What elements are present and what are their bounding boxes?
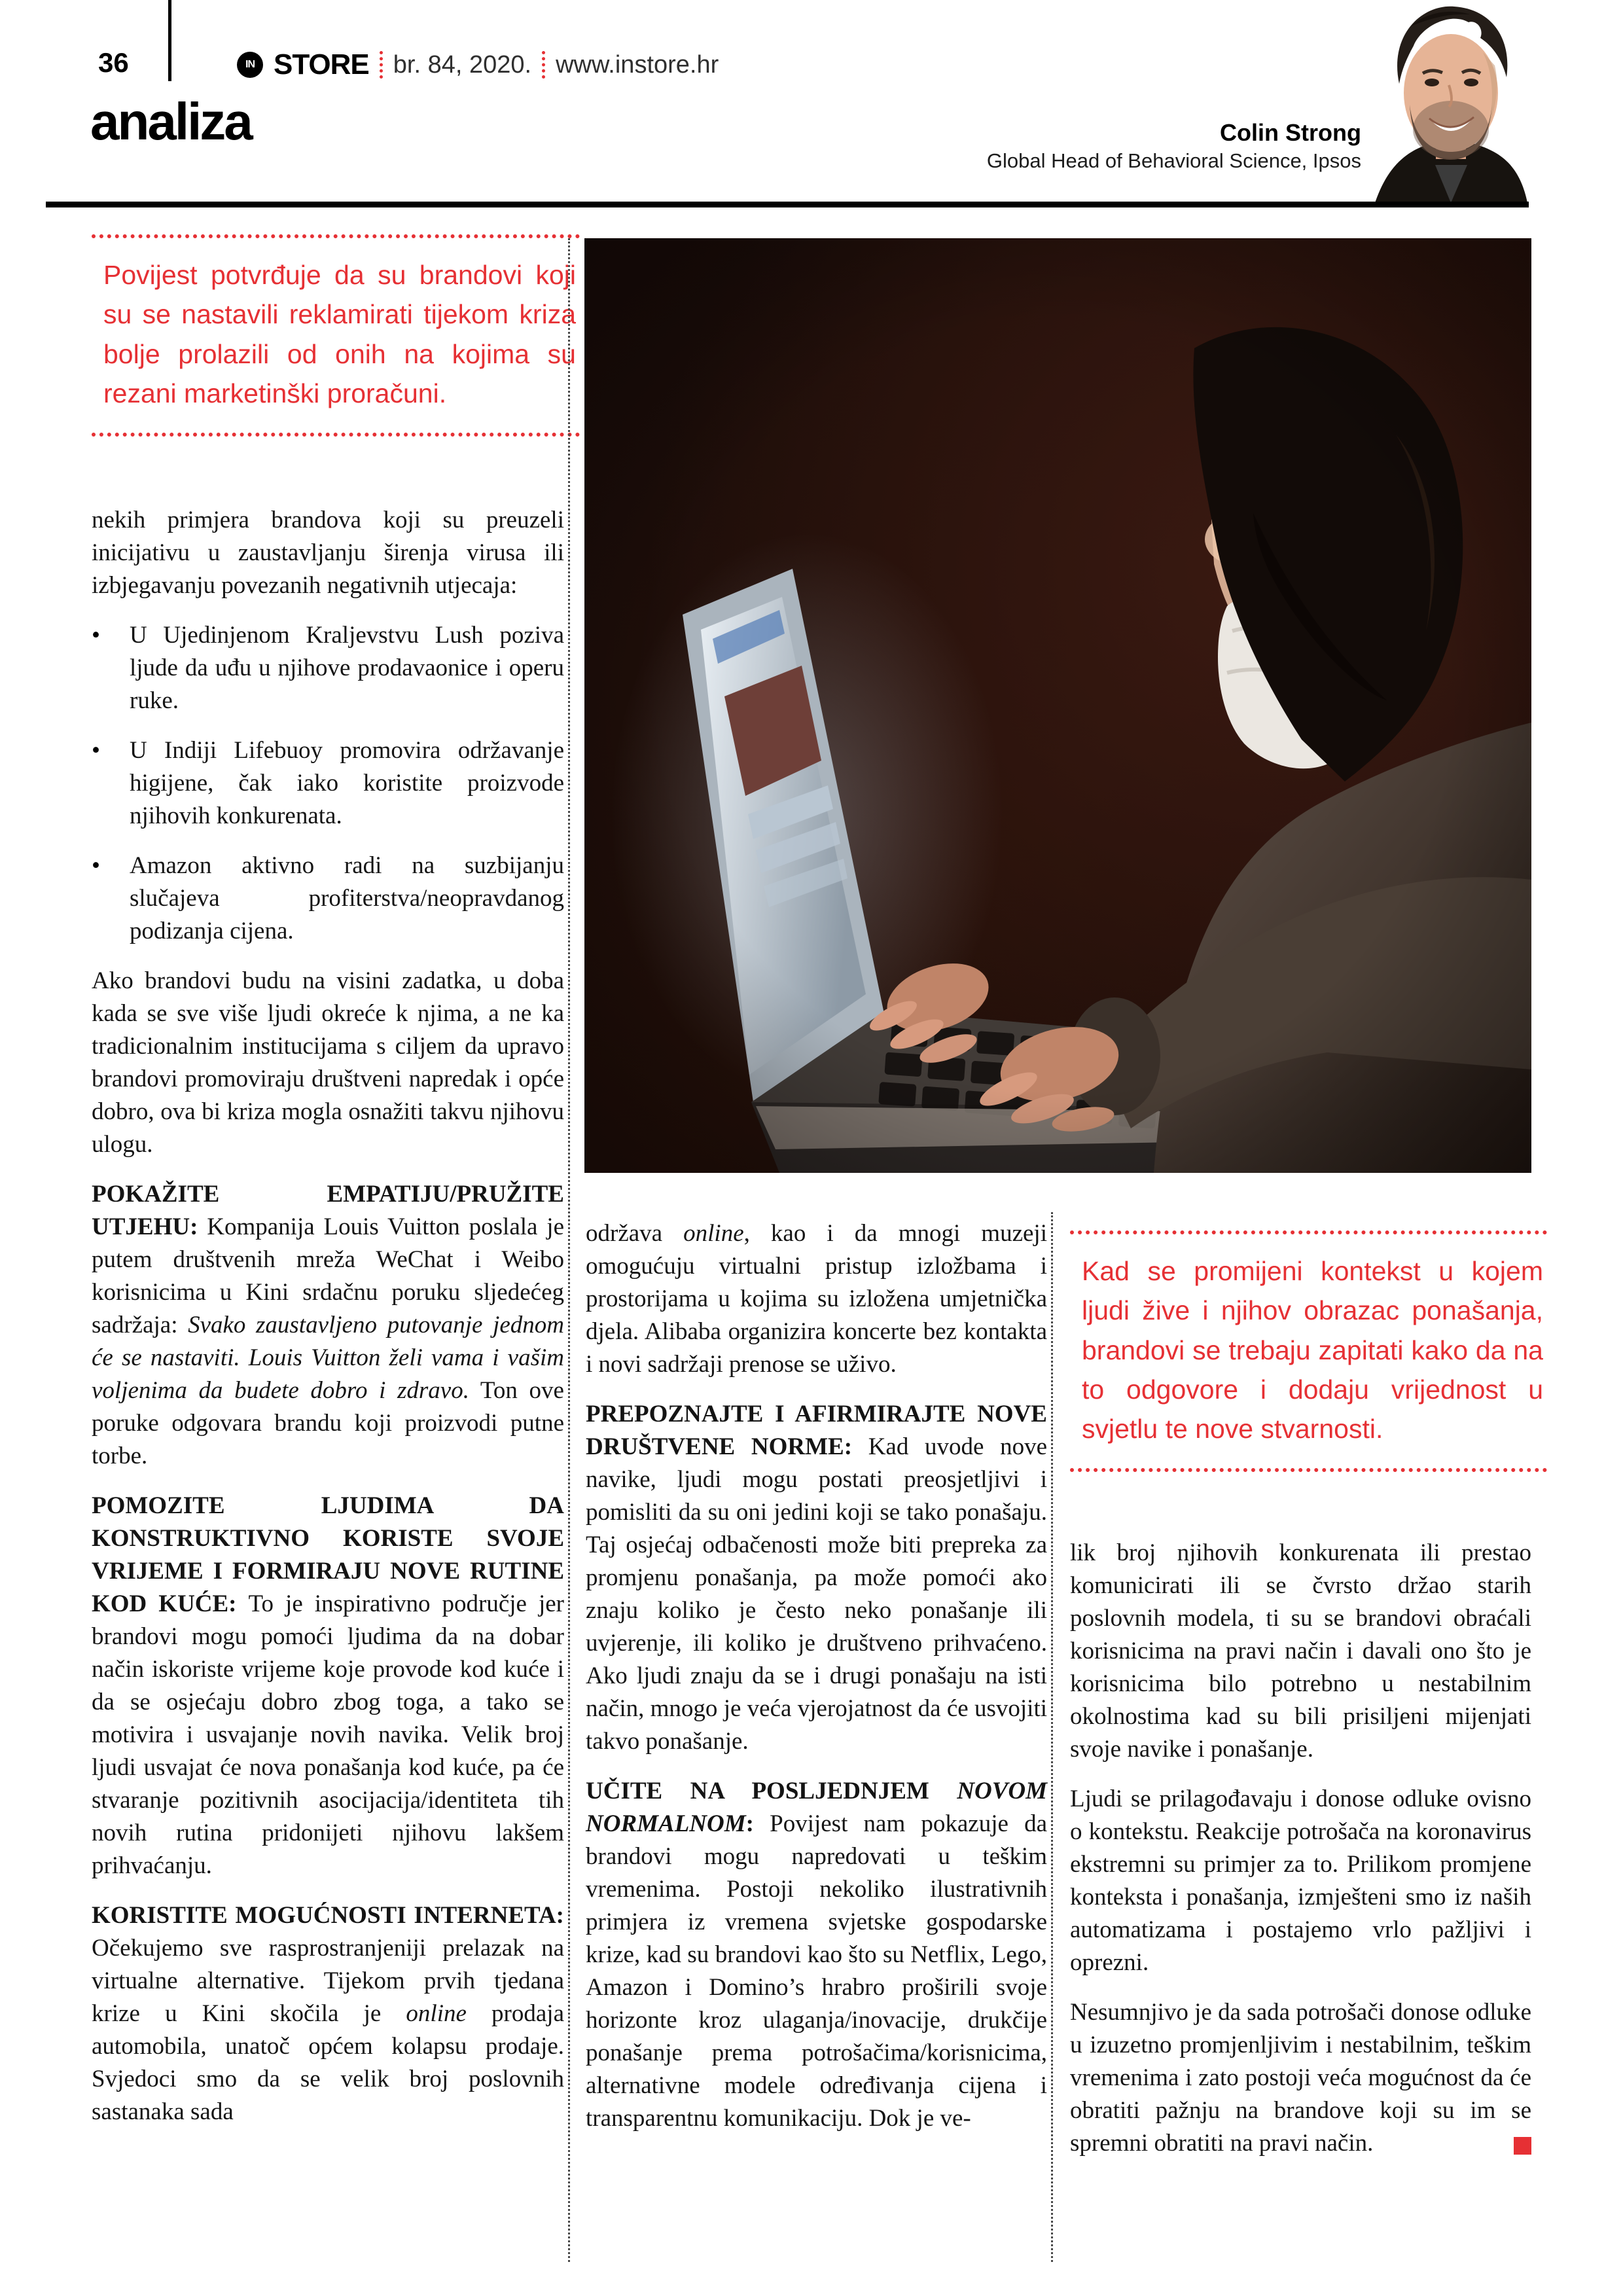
bullet-marker: •	[92, 852, 100, 879]
bullet-marker: •	[92, 737, 100, 764]
magazine-header	[237, 48, 719, 81]
author-portrait	[1372, 0, 1529, 203]
text-run: :	[745, 1810, 770, 1837]
column-middle	[586, 1217, 1047, 2135]
article-end-marker	[1514, 2137, 1531, 2155]
text-run: Kompanija Louis Vuitton poslala je putem društvenih mreža WeChat i Weibo korisnicima u Kini srdačnu poruku sljedećeg sadržaja:	[92, 1213, 564, 1338]
bullet-item	[92, 619, 564, 717]
text-run: Svako zaustavljeno putovanje jednom će se nastaviti. Louis Vuitton želi vama i vašim voljenima da budete dobro i zdravo.	[92, 1312, 564, 1404]
bullet-text	[130, 850, 564, 948]
article-photo-person-with-mask-at-laptop	[584, 238, 1531, 1173]
text-run: lik broj njihovih konkurenata ili prestao komunicirati ili se čvrsto držao starih poslovnih modela, ti su se brandovi obraćali korisnicima na pravi način i davali ono što je korisnicima bilo potrebno u nestabilnim okolnostima kad su bili prisiljeni mijenjati svoje navike i ponašanje.	[1070, 1539, 1531, 1763]
paragraph	[92, 1178, 564, 1473]
bullet-marker: •	[92, 622, 100, 649]
text-run: Kad uvode nove navike, ljudi mogu postati preosjetljivi i pomisliti da su oni jedini koji se tako ponašaju. Taj osjećaj odbačenosti može biti prepreka za promjenu ponašanja, pa može pomoći ako znaju koliko je često neko ponašanje ili uvjerenje, ili koliko je društveno prihvaćeno. Ako ljudi znaju da se i drugi ponašaju na isti način, mnogo je veća vjerojatnost da će usvojiti takvo ponašanje.	[586, 1433, 1047, 1755]
section-title: analiza	[90, 92, 251, 151]
text-run: nekih primjera brandova koji su preuzeli inicijativu u zaustavljanju širenja virusa ili izbjegavanju povezanih negativnih utjecaja:	[92, 507, 564, 599]
text-run: KORISTITE MOGUĆNOSTI INTERNETA:	[92, 1902, 564, 1929]
text-run: NOVOM NORMALNOM	[586, 1778, 1047, 1837]
paragraph	[92, 965, 564, 1161]
bullet-item	[92, 734, 564, 833]
paragraph	[92, 504, 564, 602]
text-run: UČITE NA POSLJEDNJEM	[586, 1778, 957, 1804]
text-run: Amazon aktivno radi na suzbijanju slučajeva profiterstva/neopravdanog podizanja cijena.	[130, 852, 564, 944]
text-run: U Ujedinjenom Kraljevstvu Lush poziva ljude da uđu u njihove prodavaonice i operu ruke.	[130, 622, 564, 714]
paragraph	[586, 1775, 1047, 2135]
text-run: Ton ove poruke odgovara brandu koji proizvodi putne torbe.	[92, 1377, 564, 1469]
paragraph	[1070, 1996, 1531, 2160]
paragraph	[1070, 1783, 1531, 1979]
paragraph	[92, 1490, 564, 1882]
text-run: To je inspirativno područje jer brandovi mogu pomoći ljudima da na dobar način iskoriste vrijeme koje provode kod kuće i da se osjećaju dobro zbog toga, a tako se motivira i usvajanje novih navika. Velik broj ljudi usvajat će nova ponašanja kod kuće, pa će stvaranje pozitivnih asocijacija/identiteta tih novih rutina pridonijeti njihovu lakšem prihvaćanju.	[92, 1590, 564, 1879]
text-run: Ljudi se prilagođavaju i donose odluke ovisno o kontekstu. Reakcije potrošača na koronavirus ekstremni su primjer za to. Prilikom promjene konteksta i ponašanja, izmješteni smo iz naših automatizama i postajemo vrlo pažljivi i oprezni.	[1070, 1785, 1531, 1976]
paragraph	[586, 1398, 1047, 1758]
paragraph	[92, 1899, 564, 2128]
text-run: U Indiji Lifebuoy promovira održavanje higijene, čak iako koristite proizvode njihovih konkurenata.	[130, 737, 564, 829]
bullet-text	[130, 734, 564, 833]
column-right	[1070, 1537, 1531, 2160]
in-circle-icon: IN	[237, 52, 263, 78]
text-run: Nesumnjivo je da sada potrošači donose odluke u izuzetno promjenljivim i nestabilnim, teškim vremenima i zato postoji veća mogućnost da će obratiti pažnju na brandove koji su im se spremni obratiti na pravi način.	[1070, 1999, 1531, 2157]
text-run: POMOZITE LJUDIMA DA KONSTRUKTIVNO KORISTE SVOJE VRIJEME I FORMIRAJU NOVE RUTINE KOD KUĆE:	[92, 1492, 564, 1617]
text-run: POKAŽITE EMPATIJU/PRUŽITE UTJEHU:	[92, 1181, 564, 1240]
column-separator-dotted	[568, 238, 570, 2262]
issue-number: br. 84, 2020.	[393, 50, 532, 79]
text-run: online	[406, 2000, 467, 2027]
column-left	[92, 504, 564, 2128]
magazine-logo: STORE	[274, 48, 369, 81]
website-link[interactable]: www.instore.hr	[556, 50, 719, 79]
bullet-item	[92, 850, 564, 948]
text-run: online	[683, 1220, 744, 1247]
author-block	[987, 119, 1361, 173]
bullet-text	[130, 619, 564, 717]
red-dotted-separator	[380, 51, 383, 79]
text-run: PREPOZNAJTE I AFIRMIRAJTE NOVE DRUŠTVENE NORME:	[586, 1401, 1047, 1460]
text-run: prodaja automobila, unatoč općem kolapsu prodaje. Svjedoci smo da se velik broj poslovnih sastanaka sada	[92, 2000, 564, 2125]
author-name: Colin Strong	[1220, 119, 1361, 146]
header-vertical-rule	[168, 0, 171, 81]
page-number: 36	[98, 47, 129, 78]
red-dotted-separator	[542, 51, 545, 79]
text-run: održava	[586, 1220, 684, 1247]
pull-quote-right: Kad se promijeni kontekst u kojem ljudi žive i njihov obrazac ponašanja, brandovi se trebaju zapitati kako da na to odgovore i dodaju vrijednost u svjetlu te nove stvarnosti.	[1070, 1230, 1547, 1472]
text-run: Povijest nam pokazuje da brandovi mogu napredovati u teškim vremenima. Postoji nekoliko ilustrativnih primjera iz vremena svjetske gospodarske krize, kad su brandovi kao što su Netflix, Lego, Amazon i Domino’s hrabro proširili svoje horizonte kroz ulaganja/inovacije, drukčije ponašanje prema potrošačima/korisnicima, alternativne modele određivanja cijena i transparentnu komunikaciju. Dok je ve-	[586, 1810, 1047, 2132]
pull-quote-left: Povijest potvrđuje da su brandovi koji su se nastavili reklamirati tijekom kriza bolje prolazili od onih na kojima su rezani marketinški proračuni.	[92, 234, 580, 437]
author-title: Global Head of Behavioral Science, Ipsos	[986, 149, 1361, 172]
masthead-rule	[46, 202, 1529, 207]
paragraph	[1070, 1537, 1531, 1766]
text-run: , kao i da mnogi muzeji omogućuju virtualni pristup izložbama i prostorijama u kojima su izložena umjetnička djela. Alibaba organizira koncerte bez kontakta i novi sadržaji prenose se uživo.	[586, 1220, 1047, 1378]
column-separator-dotted	[1051, 1212, 1053, 2262]
text-run: Ako brandovi budu na visini zadatka, u doba kada se sve više ljudi okreće k njima, a ne ka tradicionalnim institucijama s ciljem da upravo brandovi promoviraju društveni napredak i opće dobro, ova bi kriza mogla osnažiti takvu njihovu ulogu.	[92, 967, 564, 1158]
text-run: Očekujemo sve rasprostranjeniji prelazak na virtualne alternative. Tijekom prvih tjedana krize u Kini skočila je	[92, 1935, 564, 2027]
paragraph	[586, 1217, 1047, 1381]
